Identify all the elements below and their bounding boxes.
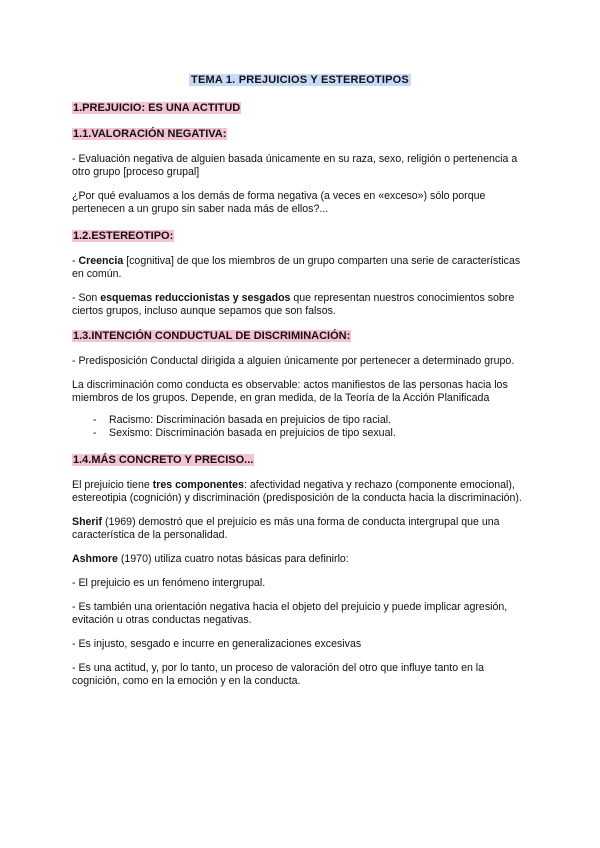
section-1-3-paragraph-1: - Predisposición Conductal dirigida a alguien únicamente por pertenecer a determinado grupo. <box>72 355 515 367</box>
s12-p1-rest: [cognitiva] de que los miembros de un grupo comparten una serie de características en común. <box>72 255 521 280</box>
section-1-3-paragraph-2: La discriminación como conducta es observable: actos manifiestos de las personas hacia los miembros de los grupos. Depende, en gran medida, de la Teoría de la Acción Planificada <box>72 379 508 404</box>
section-1-heading <box>72 101 528 116</box>
s14-p1-prefix: El prejuicio tiene <box>72 479 153 491</box>
section-1-4-paragraph-7: - Es una actitud, y, por lo tanto, un proceso de valoración del otro que influye tanto en la cognición, como en la emoción y en la conducta. <box>72 662 485 687</box>
s12-p1-prefix: - <box>72 255 79 267</box>
section-1-1-paragraph-2: ¿Por qué evaluamos a los demás de forma negativa (a veces en «exceso») sólo porque pertenecen a un grupo sin saber nada más de ellos?... <box>72 190 486 215</box>
section-1-heading-text: 1.PREJUICIO: ES UNA ACTITUD <box>73 102 241 114</box>
section-1-4-heading <box>72 453 528 468</box>
section-1-1-heading <box>72 127 528 142</box>
s14-p3-rest: (1970) utiliza cuatro notas básicas para definirlo: <box>117 553 349 565</box>
section-1-2-heading <box>72 229 528 244</box>
s12-p1-bold: Creencia <box>78 255 124 267</box>
list-item-text: Racismo: Discriminación basada en prejuicios de tipo racial. <box>109 414 392 426</box>
section-1-2-paragraph-1 <box>72 255 528 281</box>
section-1-4-paragraph-1 <box>72 479 528 505</box>
section-1-1-paragraph-1: - Evaluación negativa de alguien basada únicamente en su raza, sexo, religión o pertenencia a otro grupo [proceso grupal] <box>72 153 518 178</box>
s14-p3-bold: Ashmore <box>72 553 118 565</box>
section-1-1-heading-text: 1.1.VALORACIÓN NEGATIVA: <box>73 128 227 140</box>
section-1-2-paragraph-2 <box>72 292 528 318</box>
section-1-4-paragraph-5: - Es también una orientación negativa hacia el objeto del prejuicio y puede implicar agresión, evitación u otras conductas negativas. <box>72 601 508 626</box>
s14-p1-rest: : afectividad negativa y rechazo (componente emocional), estereotipia (cognición) y discriminación (predisposición de la conducta hacia la discriminación). <box>72 479 522 504</box>
list-item <box>93 427 528 440</box>
title-row <box>72 70 528 88</box>
s14-p2-rest: (1969) demostró que el prejuicio es más una forma de conducta intergrupal que una característica de la personalidad. <box>72 516 500 541</box>
document-title: TEMA 1. PREJUICIOS Y ESTEREOTIPOS <box>191 74 409 86</box>
section-1-4-heading-text: 1.4.MÁS CONCRETO Y PRECISO... <box>73 454 254 466</box>
section-1-3-heading-text: 1.3.INTENCIÓN CONDUCTUAL DE DISCRIMINACIÓN: <box>73 330 351 342</box>
discrimination-list <box>72 414 528 440</box>
s12-p2-rest: que representan nuestros conocimientos sobre ciertos grupos, incluso aunque sepamos que son falsos. <box>72 292 515 317</box>
section-1-2-heading-text: 1.2.ESTEREOTIPO: <box>73 230 174 242</box>
s12-p2-prefix: - Son <box>72 292 101 304</box>
s12-p2-bold: esquemas reduccionistas y sesgados <box>100 292 291 304</box>
section-1-4-paragraph-3 <box>72 553 528 566</box>
section-1-3-heading <box>72 329 528 344</box>
section-1-4-paragraph-6: - Es injusto, sesgado e incurre en generalizaciones excesivas <box>72 638 362 650</box>
s14-p1-bold: tres componentes <box>152 479 244 491</box>
list-item <box>93 414 528 427</box>
list-item-text: Sexismo: Discriminación basada en prejuicios de tipo sexual. <box>109 427 396 439</box>
section-1-4-paragraph-4: - El prejuicio es un fenómeno intergrupal. <box>72 577 266 589</box>
s14-p2-bold: Sherif <box>72 516 103 528</box>
section-1-4-paragraph-2 <box>72 516 528 542</box>
list-item-dash: - <box>93 414 97 426</box>
list-item-dash: - <box>93 427 97 439</box>
